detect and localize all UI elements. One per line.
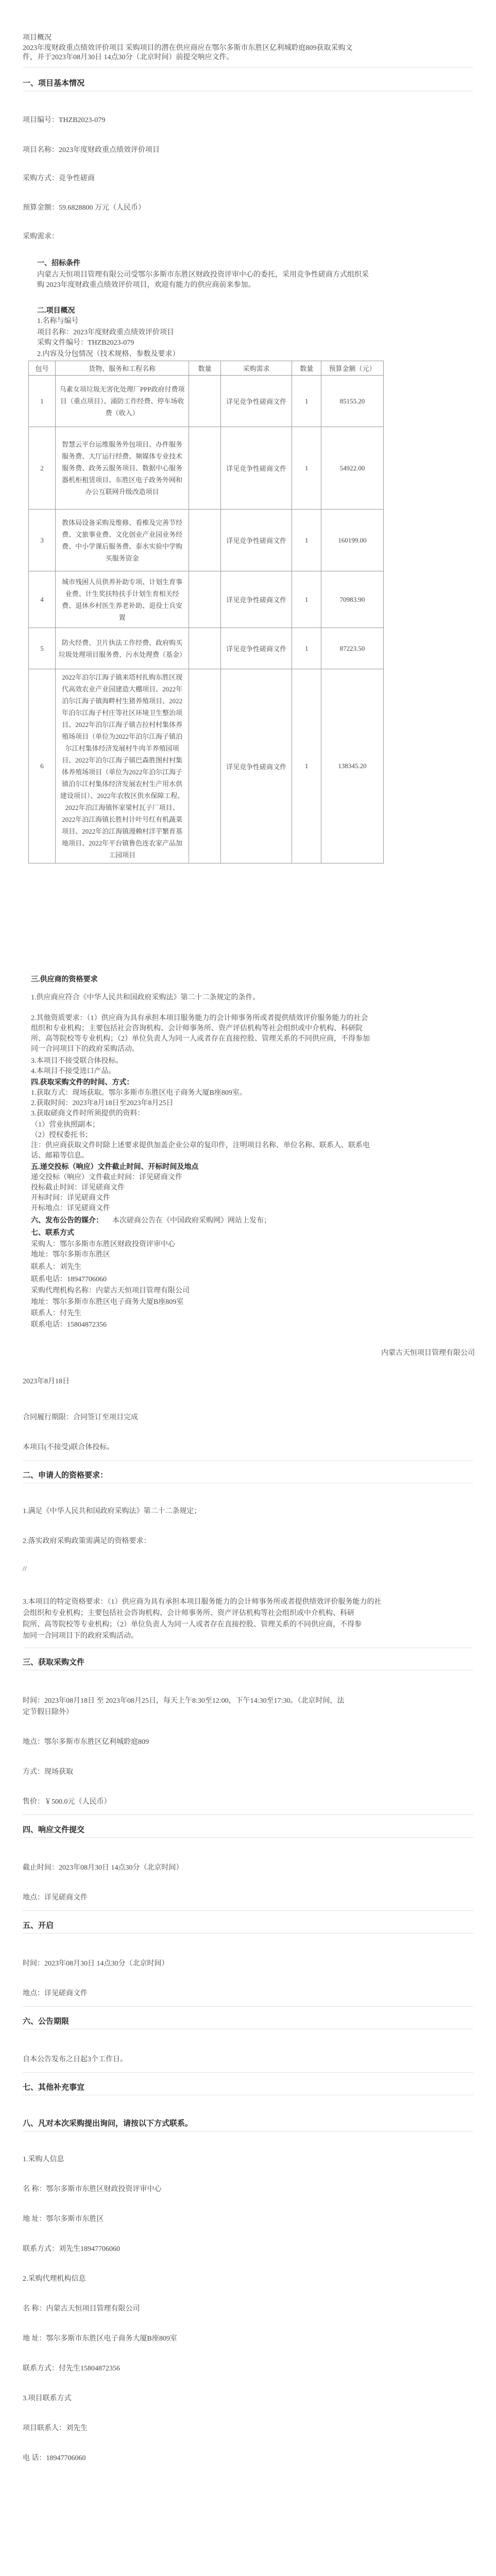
tender-conditions-line1: 内蒙古天恒项目管理有限公司受鄂尔多斯市东胜区财政投资评审中心的委托，采用竞争性磋商方式组织采 [37, 271, 369, 279]
overview-heading: 项目概况 [23, 34, 52, 42]
supplier-qualification-heading: 三.供应商的资格要求 [31, 976, 98, 984]
cell-unit [189, 510, 221, 571]
cell-amount: 85155.20 [321, 376, 384, 427]
table-header-row [29, 361, 384, 376]
qualification-2b: 组织和专业机构；主要包括社会咨询机构、会计师事务所、资产评估机构等社会组织或中介机构、科研院 [31, 1025, 363, 1032]
buyer-info-address: 地 址：鄂尔多斯市东胜区 [23, 2215, 104, 2223]
cell-quantity: 1 [292, 510, 321, 571]
table-row [29, 628, 384, 669]
buyer-contact: 联系人：刘先生 [31, 1263, 81, 1271]
buyer-phone: 联系电话：18947706060 [31, 1276, 107, 1283]
buyer-info-phone: 联系方式：刘先生18947706060 [23, 2245, 120, 2253]
response-deadline: 截止时间：2023年08月30日 14点30分（北京时间） [23, 1864, 183, 1872]
divider [23, 1910, 473, 1911]
project-contact-phone: 电 话：18947706060 [23, 2454, 86, 2462]
obtain-time: 2.获取时间：2023年8月18日至2023年8月25日 [31, 1099, 174, 1107]
obtain-documents-heading: 四.获取采购文件的时间、方式： [31, 1079, 134, 1087]
applicant-policy: // [23, 1565, 27, 1573]
obtain-materials: 3.获取磋商文件时所须提供的资料： [31, 1110, 145, 1117]
agent-info-phone: 联系方式：付先生15804872356 [23, 2365, 120, 2372]
cell-requirement: 详见竞争性磋商文件 [220, 510, 292, 571]
overview-text-line2: 件，并于2023年08月30日 14点30分（北京时间）前提交响应文件。 [23, 54, 234, 61]
qualification-2a: 2.其他资质要求：（1）供应商为具有承担本项目服务能力的会计师事务所或者提供绩效评价服务能力的社会 [31, 1014, 368, 1022]
cell-item-name: 乌素女项垃圾无害化处理厂PPP政府付费项目（重点项目）、涌防工作经费、停车场收费（收入） [55, 376, 189, 427]
obtain-material-authorization: （2）授权委托书； [31, 1131, 92, 1139]
table-row [29, 427, 384, 510]
buyer-address: 地址：鄂尔多斯市东胜区 [31, 1251, 110, 1259]
agent-info-address: 地 址：鄂尔多斯市东胜区电子商务大厦B座809室 [23, 2335, 177, 2343]
divider [23, 1933, 473, 1934]
notice-period-heading: 六、公告期限 [23, 2018, 70, 2026]
cell-requirement: 详见竞争性磋商文件 [220, 427, 292, 510]
contract-period: 合同履行期限：合同签订至项目完成 [23, 1414, 138, 1421]
response-submission-heading: 四、响应文件提交 [23, 1826, 85, 1834]
consortium-statement: 本项目(不接受)联合体投标。 [23, 1444, 114, 1451]
agent-phone: 联系电话：15804872356 [31, 1321, 107, 1329]
cell-amount: 160199.00 [321, 510, 384, 571]
divider [23, 2072, 473, 2073]
cell-quantity: 1 [292, 669, 321, 863]
get-documents-price: 售价：￥500.0元（人民币） [23, 1798, 111, 1806]
project-name: 项目名称：2023年度财政重点绩效评价项目 [23, 146, 160, 154]
qualification-3: 3.本项目不接受联合体投标。 [31, 1057, 123, 1065]
cell-item-name: 教体局设备采购及维修、看椎及完善节经费、文旅事业费、文化创业产业园业务经费、中小学课后服务费、泰水实验中学购买服务资金 [55, 510, 189, 571]
overview-text-line1: 2023年度财政重点绩效评价项目 采购项目的潜在供应商应在鄂尔多斯市东胜区亿利城聆庭809获取采购文 [23, 44, 353, 52]
agent-contact: 联系人：付先生 [31, 1310, 81, 1317]
cell-package-no: 1 [29, 376, 56, 427]
cell-package-no: 6 [29, 669, 56, 863]
cell-requirement: 详见竞争性磋商文件 [220, 628, 292, 669]
opening-time: 开标时间：详见磋商文件 [31, 1194, 110, 1202]
cell-unit [189, 571, 221, 628]
cell-requirement: 详见竞争性磋商文件 [220, 669, 292, 863]
agent-info-heading: 2.采购代理机构信息 [23, 2275, 86, 2283]
other-matters-heading: 七、其他补充事宜 [23, 2083, 85, 2092]
table-row [29, 510, 384, 571]
cell-unit [189, 376, 221, 427]
cell-quantity: 1 [292, 628, 321, 669]
get-documents-time: 时间：2023年08月18日 至 2023年08月25日，每天上午8:30至12:00，下午14:30至17:30。（北京时间，法 [23, 1697, 345, 1705]
agent-info-name: 名 称：内蒙古天恒项目管理有限公司 [23, 2305, 140, 2313]
file-number: 采购文件编号：THZB2023-079 [37, 339, 134, 347]
opening-place: 开标地点：详见磋商文件 [31, 1205, 110, 1212]
project-name-detail: 项目名称：2023年度财政重点绩效评价项目 [37, 329, 174, 336]
cell-amount: 70983.90 [321, 571, 384, 628]
budget-amount: 预算金额：59.6828800 万元（人民币） [23, 204, 145, 212]
package-content-heading: 2.内容及分包情况（技术规格、参数及要求） [37, 350, 180, 358]
contact-heading: 七、联系方式 [31, 1229, 74, 1237]
project-number: 项目编号：THZB2023-079 [23, 116, 106, 124]
cell-quantity: 1 [292, 427, 321, 510]
cell-unit [189, 669, 221, 863]
project-contact-heading: 3.项目联系方式 [23, 2395, 72, 2402]
obtain-note-line1: 注：供应商获取文件时除上述要求提供加盖企业公章的复印件，注明项目名称、单位名称、联系人、联系电 [31, 1142, 370, 1149]
bid-deadline: 投标截止时间：详见磋商文件 [31, 1184, 125, 1192]
get-documents-heading: 三、获取采购文件 [23, 1658, 85, 1667]
cell-item-name: 城市残困人员供养补助专项、计划生育事业费、计生奖扶特扶手计划生育相关经费、退休乡村医生养老补助、退役士兵安置 [55, 571, 189, 628]
cell-requirement: 详见竞争性磋商文件 [220, 376, 292, 427]
inquiry-heading: 八、凡对本次采购提出询问，请按以下方式联系。 [23, 2120, 193, 2128]
opening-time-detail: 时间：2023年08月30日 14点30分（北京时间） [23, 1960, 169, 1968]
get-documents-time-note: 定节假日除外） [23, 1708, 73, 1716]
submission-heading: 五.递交投标（响应）文件截止时间、开标时间及地点 [31, 1163, 199, 1171]
get-documents-place: 地点：鄂尔多斯市东胜区亿利城聆庭809 [23, 1738, 149, 1746]
cell-package-no: 2 [29, 427, 56, 510]
applicant-qualification-heading: 二、申请人的资格要求： [23, 1471, 108, 1480]
buyer-info-name: 名 称：鄂尔多斯市东胜区财政投资评审中心 [23, 2185, 162, 2193]
table-row [29, 376, 384, 427]
cell-quantity: 1 [292, 376, 321, 427]
signature-date: 2023年8月18日 [23, 1378, 70, 1385]
procurement-demand: 采购需求： [23, 233, 59, 241]
cell-unit [189, 628, 221, 669]
name-and-number: 1.名称与编号 [37, 317, 79, 325]
cell-amount: 87223.50 [321, 628, 384, 669]
divider [23, 2006, 473, 2007]
procurement-method: 采购方式：竞争性磋商 [23, 175, 95, 182]
col-package-no: 包号 [29, 361, 56, 376]
section1-heading: 一、项目基本情况 [23, 79, 85, 88]
project-contact-person: 项目联系人：刘先生 [23, 2425, 88, 2432]
buyer-name: 采购人：鄂尔多斯市东胜区财政投资评审中心 [31, 1241, 175, 1248]
media-text: 本次磋商公告在《中国政府采购网》网站上发布； [112, 1217, 271, 1225]
obtain-note-line2: 话、邮箱等信息。 [31, 1152, 89, 1160]
tender-conditions-heading: 一、招标条件 [37, 260, 80, 267]
cell-package-no: 3 [29, 510, 56, 571]
cell-item-name: 智慧云平台运维服务外包项目、办件服务服务费、大厅运行经费、频媒体专业技术服务费、政务云服务项目、数据中心服务器机柜租赁项目、东胜区电子政务外网和办公互联网升级改造项目 [55, 427, 189, 510]
col-requirement: 采购需求 [220, 361, 292, 376]
cell-amount: 138345.20 [321, 669, 384, 863]
cell-item-name: 2022年泊尔江海子镇来塔村扎购东胜区现代高效农业产业园建造大棚项目、2022年泊尔江海子镇海畔村生猪养殖项目、2022年泊尔江海子村庄等社区环境卫生整治项目、2022年泊尔江海子镇吉拉村村集体养殖场项目（单位为2022年泊尔江海子镇泊尔江村集体经济发展村牛肉羊养殖园项目、2022年泊尔江海子镇巴森胜图村村集体养殖场项目（单位为2022年泊尔江海子镇泊尔江村集体经济发展农村生产用水供建设项目）、2022年农牧区供水保障工程、2022年泊江海镇怀家梁村瓦子厂项目、2022年泊江海镇长胜村计叶号红有机蔬菜项目、2022年泊江海镇漫赖村洋芋繁育基地项目、2022年平台镇鲁色连农家产品加工园项目 [55, 669, 189, 863]
qualification-1: 1.供应商应符合《中华人民共和国政府采购法》第二十二条规定的条件。 [31, 994, 260, 1002]
cell-amount: 54922.00 [321, 427, 384, 510]
applicant-q3b: 会组织和专业机构；主要包括社会咨询机构、会计师事务所、资产评估机构等社会组织或中介机构、科研 [23, 1609, 354, 1617]
agent-address: 地址：鄂尔多斯市东胜区电子商务大厦B座809室 [31, 1298, 184, 1306]
table-row [29, 669, 384, 863]
cell-requirement: 详见竞争性磋商文件 [220, 571, 292, 628]
response-place: 地点：详见磋商文件 [23, 1894, 88, 1902]
obtain-material-license: （1）营业执照副本； [31, 1121, 99, 1129]
signature-company: 内蒙古天恒项目管理有限公司 [381, 1349, 475, 1357]
agent-name: 采购代理机构名称：内蒙古天恒项目管理有限公司 [31, 1287, 190, 1295]
col-quantity: 数量 [189, 361, 221, 376]
cell-package-no: 5 [29, 628, 56, 669]
qualification-4: 4.本项目不接受进口产品。 [31, 1067, 116, 1075]
package-table [28, 361, 384, 863]
cell-item-name: 防火经费、卫片执法工作经费、政府购买垃圾处理项目服务费、污水处理费（基金） [55, 628, 189, 669]
opening-place-detail: 地点：详见磋商文件 [23, 1990, 88, 1997]
submission-deadline: 递交投标（响应）文件截止时间：详见磋商文件 [31, 1174, 182, 1181]
get-documents-method: 方式：现场获取 [23, 1768, 73, 1776]
applicant-q3a: 3.本项目的特定资格要求：（1）供应商为具有承担本项目服务能力的会计师事务所或者提供绩效评价服务能力的社 [23, 1598, 382, 1606]
qualification-2d: 同一合同项目下的政府采购活动。 [31, 1045, 139, 1053]
divider [23, 1837, 473, 1838]
applicant-q3c: 院所、高等院校等专业机构；（2）单位负责人为同一人或者存在直接控股、管理关系的不同供应商，不得参 [23, 1621, 362, 1629]
notice-period: 自本公告发布之日起3个工作日。 [23, 2056, 127, 2063]
cell-package-no: 4 [29, 571, 56, 628]
applicant-q1: 1.满足《中华人民共和国政府采购法》第二十二条规定； [23, 1507, 201, 1515]
media-heading: 六、发布公告的媒介： [31, 1217, 103, 1225]
buyer-info-heading: 1.采购人信息 [23, 2156, 64, 2163]
col-item-name: 货物、服务和工程名称 [55, 361, 189, 376]
col-count: 数量 [292, 361, 321, 376]
cell-quantity: 1 [292, 571, 321, 628]
col-budget: 预算金额（元） [321, 361, 384, 376]
applicant-q2: 2.落实政府采购政策需满足的资格要求： [23, 1537, 151, 1545]
project-overview-heading: 二.项目概况 [37, 307, 75, 315]
qualification-2c: 所、高等院校等专业机构；（2）单位负责人为同一人或者存在直接控股、管理关系的不同供应商，不得参加 [31, 1035, 370, 1043]
tender-conditions-line2: 购 2023年度财政重点绩效评价项目，欢迎有能力的供应商前来参加。 [37, 281, 255, 289]
opening-heading: 五、开启 [23, 1922, 54, 1930]
obtain-method: 1.获取方式：现场获取。鄂尔多斯市东胜区电子商务大厦B座809室。 [31, 1089, 247, 1097]
cell-unit [189, 427, 221, 510]
applicant-q3d: 加同一合同项目下的政府采购活动。 [23, 1632, 138, 1640]
table-row [29, 571, 384, 628]
